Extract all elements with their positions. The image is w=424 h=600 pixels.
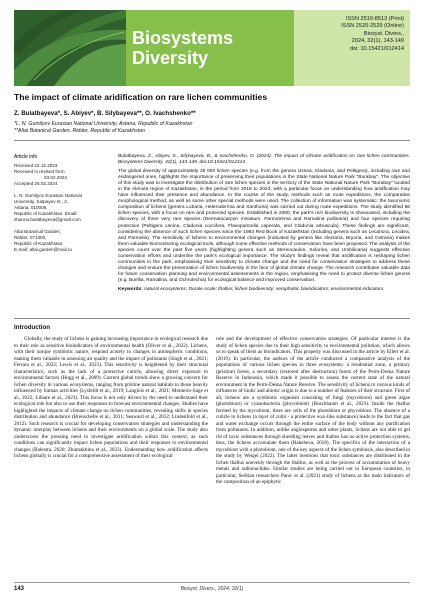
body-column-right <box>216 336 410 486</box>
journal-logo <box>14 10 126 86</box>
issn-info <box>341 16 404 53</box>
journal-name-line2: Diversity <box>132 48 209 68</box>
footer-journal: Biosyst. Divers., 2024, 32(1) <box>180 586 244 592</box>
affiliation-1: *L. N. Gumilyov Eurasian National University, Astana, Republic of Kazakhstan <box>14 121 193 127</box>
footer-divider <box>14 582 410 583</box>
paragraph: role and the development of effective conservation strategies. Of particular interest is the study of lichen species due to their high sensitivity to environmental pollution, which allows us to speak of them as bioindicators. This property was discussed in the article by Ellert et al. (2019). In particular, the authors of the article conducted a comparative analysis of the populations of various lichen species in three ecosystems: a residential zone, a primary (pristine) forest, a secondary (restored after destruction) forest of the Perm-Desna Nature Reserve in Indonesia, which made it possible to assess the current state of the natural environment in the Perm-Desna Nature Reserve. The sensitivity of lichens to various kinds of influences of biotic and abiotic origin is due to a number of features of their structure. First of all, lichens are a symbiotic organism consisting of fungi (mycobiont) and green algae (photobiont) or cyanobacteria (phycobiont) (Buschbaum et al., 2023). Inside the thallus formed by the mycobiont, there are cells of the photobiont or phycobiont. The absence of a cuticle in lichens (a layer of cutin - a protective wax-like substance) leads to the fact that gas and water exchange occurs through the entire surface of the body without any purification from pollutants. In addition, unlike angiosperms and other plants, lichens are not able to get rid of toxic substances through shedding leaves and thallus has no active protection systems, thus, the lichens accumulate them (Bakeheva, 2018). The specifics of the interaction of a mycobiont with a photobiont, one of the key aspects of the lichen symbiosis, also described in the study by Weigel (2022). The latter mentions that toxic substances are distributed in the lichen thallus unevenly through the thallus, as well as the process of accumulation of heavy metals and radionuclides. Similar studies are being carried out in European countries, in particular, Serbian researchers Panic et al. (2021) study of lichens as the main indicators of the composition of an epiphytic <box>216 336 410 485</box>
keywords-row <box>118 287 410 293</box>
revised-date: 03.02.2024 <box>44 175 67 180</box>
journal-abbrev: Biosyst. Divers., <box>363 30 404 37</box>
abstract-body: The global diversity of approximately 25 000 lichen species (e.g. from the genera Usnea, Cladonia, and Peltigera), including rare and endangered ones, highlights the importance of preserving their populations in the State National Nature Park "Burabay". The objective of this study was to investigate the distribution of rare lichen species in the territory of the State National Nature Park "Burabay" located in the Akmola region of Kazakhstan, in the period from 2018 to 2023, with a particular focus on understanding how aridification may have influenced their presence and abundance. In the course of the study, methods such as route expeditions, the comparative morphological method, as well as some other special methods were used. The collection of information was systematic: the taxonomic composition of lichens (genera Lobaria, Heterodermia and Xanthoria) was carried out during route expeditions. The study identified 56 lichen species, with a focus on rare and protected species. Established in 2000, the park's rich biodiversity is showcased, including the discovery of three very rare species (Dermatocarpon miniatum, Parmotrema and Ramalina pollinaria) and four species requiring protection (Peltigera canina, Cladonia coccifera, Flavoparmelia caperata, and Cladonia arbuscula). These findings are significant, considering the absence of such lichen species since the 1983 Red Book of Kazakhstan (including genera such as Lecanora, Lecidea, and Parmelia). The sensitivity of lichens to environmental changes (indicated by genera like Alectoria, Bryoria, and Cetraria) makes them valuable biomonitoring ecological tools, although some effective methods of conservation have been proposed. The analysis of the species count over the past five years (highlighting genera such as Stereocaulon, Solorina, and Umbilicaria) suggests effective conservation efforts and underline the park's ecological importance. The study's findings reveal that aridification is reshaping lichen communities in the park, emphasising their sensitivity to climate change and the need for conservation strategies to address these changes and ensure the preservation of lichen biodiversity in the face of global climate change. The research contributes valuable data for future conservation planning and environmental assessments in the region, emphasising the need to protect diverse lichen genera (e.g. Buellia, Ramalina, and Ochrolechia) for ecological balance and improved conservation. <box>118 169 410 283</box>
affil1-line: Republic of Kazakhstan. Email: <box>14 211 78 216</box>
article-info-sidebar <box>14 154 110 253</box>
body-column-left <box>14 336 208 460</box>
journal-title-box <box>126 10 294 86</box>
keywords: natural ecosystems; Durale scale; thallus; lichen biodiversity; xerophobic bioindicators; environmental indicators. <box>144 286 385 292</box>
citation: Bulatbayeva, Z., Abiyev, S., Silybayeva, B., & Ivachshenko, O. (2024). The impact of climate aridification on rare lichen communities. Biosystems Diversity, 32(1), 143-149. doi:10.15421/012414 <box>118 154 410 166</box>
article-info-heading: Article info <box>14 154 38 160</box>
affil1-line: Astana, 010008, <box>14 205 48 210</box>
journal-name <box>132 28 233 68</box>
page-number: 143 <box>14 586 25 592</box>
abstract <box>118 154 410 296</box>
article-authors: Z. Bulatbayeva*, S. Abiyev*, B. Silybayeva**, O. Ivachshenko** <box>14 110 196 117</box>
journal-header <box>14 10 410 86</box>
affil1-email[interactable]: zhanna.bulatbayeva@gmail.com <box>14 217 81 222</box>
doi-link[interactable]: doi: 10.15421/012414 <box>349 45 404 52</box>
accepted-date: Accepted 26.02.2024 <box>14 181 58 186</box>
affil1-line: L. N. Gumilyov Eurasian National <box>14 193 82 198</box>
paragraph: Globally, the study of lichens is gaining increasing importance in ecological research due to their role as sensitive bioindicators of environmental health (Oliver et al., 2022). Lichens, with their unique symbiotic nature, respond acutely to changes in atmospheric conditions, making them valuable in assessing air quality and the impact of pollutants (Singh et al., 2021; Ferrara et al., 2022; Lewis et al., 2023). This sensitivity is heightened by their structural characteristics, such as the lack of a protective cuticle, allowing direct exposure to environmental factors (Hogg et al., 2009). Current global trends show a growing concern for lichen diversity in various ecosystems, ranging from pristine natural habitats to those heavily influenced by human activities (Lysfeldt et al., 2019; Langlois et al., 2021; Monteiro-Sage et al., 2022; Lilhare et al., 2023). This focus is not only driven by the need to understand their ecological role but also to use their responses to forecast environmental changes. Studies have highlighted the impacts of climate change on lichen communities, revealing shifts in species distribution and abundance (Breuschelle et al., 2011; Seaward et al., 2012; Lindenfold et al., 2012). Such research is crucial for developing conservation strategies and understanding the dynamic interplay between lichens and their environments on a global scale. The study also underscores the pressing need to investigate aridification within this context, as such conditions can significantly impact lichen populations and their responses to environmental changes (Balestra, 2020; Zhumakhina et al., 2023). Understanding how aridification affects lichens globally is crucial for a comprehensive assessment of their ecological <box>14 336 208 459</box>
issn-print: ISSN 2519-8513 (Print) <box>345 16 404 22</box>
affil2-line: Ridder, 071300, <box>14 235 47 240</box>
revised-label: Received in revised form <box>14 169 65 174</box>
article-affiliations <box>14 121 192 135</box>
divider <box>14 140 410 141</box>
received-date: Received 22.12.2023 <box>14 163 58 168</box>
affil1-line: University, Satpayev st., 2, <box>14 199 69 204</box>
leaf-icon <box>14 10 126 86</box>
volume-pages: 2024, 32(1), 143-149 <box>351 38 404 45</box>
affil2-email[interactable]: E-mail: altai.garden@mail.ru <box>14 247 73 252</box>
journal-name-line1: Biosystems <box>132 28 234 48</box>
keywords-label: Keywords: <box>118 286 143 292</box>
affil2-line: Altai Botanical Garden, <box>14 229 61 234</box>
affiliation-2: **Altai Botanical Garden, Ridder, Republic of Kazakhstan <box>14 128 145 134</box>
issn-box <box>294 10 410 86</box>
divider <box>14 318 410 319</box>
section-heading: Introduction <box>14 324 51 331</box>
issn-online: ISSN 2520-2529 (Online) <box>341 23 404 30</box>
affil2-line: Republic of Kazakhstan. <box>14 241 64 246</box>
article-title: The impact of climate aridification on rare lichen communities <box>14 92 268 102</box>
